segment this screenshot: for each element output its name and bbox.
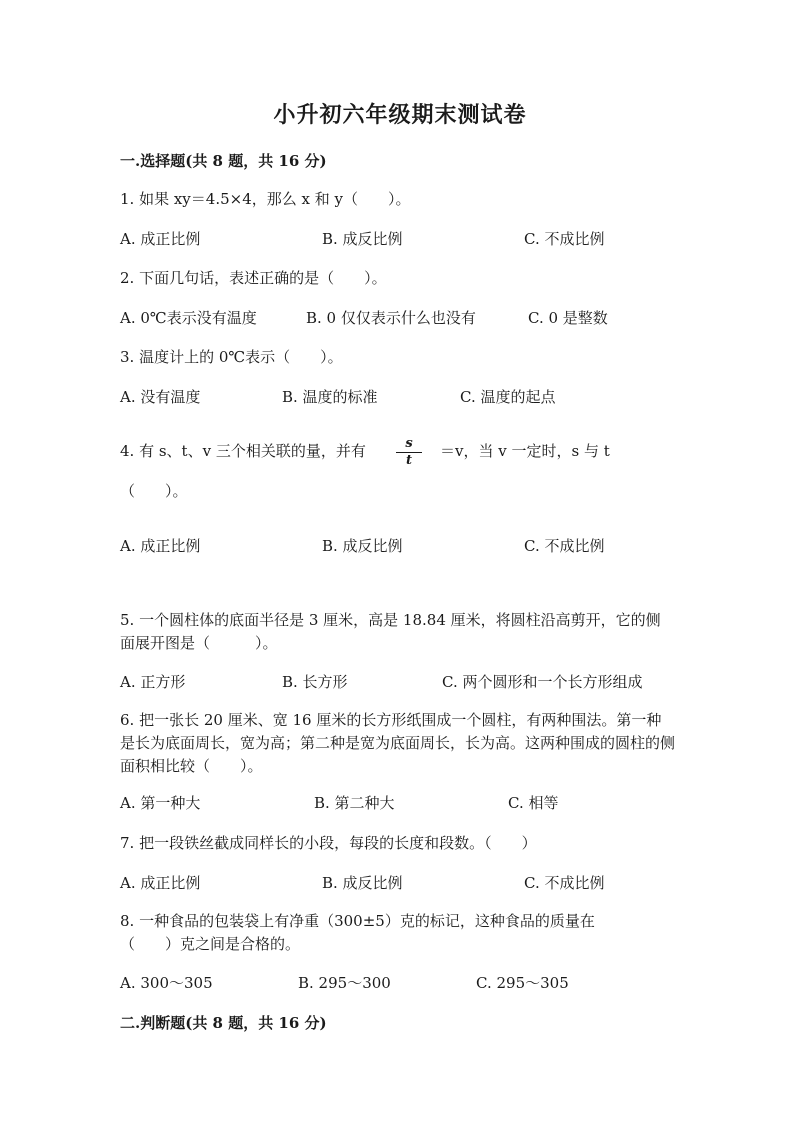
question-4-continued: ＝v，当 v 一定时，s 与 t [440,442,610,460]
option-a[interactable]: A. 正方形 [120,673,186,691]
section-heading-choice: 一.选择题(共 8 题，共 16 分) [120,152,327,170]
question-7-options [120,872,720,894]
question-4: 4. 有 s、t、v 三个相关联的量，并有 [120,442,366,460]
page-title: 小升初六年级期末测试卷 [273,102,527,128]
option-a[interactable]: A. 第一种大 [120,794,201,812]
option-a[interactable]: A. 成正比例 [120,537,201,555]
option-c[interactable]: C. 不成比例 [524,230,605,248]
question-1-options [120,228,720,250]
option-a[interactable]: A. 成正比例 [120,874,201,892]
option-c[interactable]: C. 不成比例 [524,537,605,555]
question-8-options [120,972,720,994]
option-c[interactable]: C. 不成比例 [524,874,605,892]
question-5: 5. 一个圆柱体的底面半径是 3 厘米，高是 18.84 厘米，将圆柱沿高剪开，它的侧面展开图是（ ）。 [120,611,661,652]
option-c[interactable]: C. 温度的起点 [460,388,556,406]
question-1: 1. 如果 xy＝4.5×4，那么 x 和 y（ ）。 [120,190,411,208]
fraction-numerator: s [405,436,413,451]
option-a[interactable]: A. 300～305 [120,974,213,992]
question-2: 2. 下面几句话，表述正确的是（ ）。 [120,269,387,287]
question-8: 8. 一种食品的包装袋上有净重（300±5）克的标记，这种食品的质量在（ ）克之间是合格的。 [120,912,595,953]
option-b[interactable]: B. 第二种大 [314,794,395,812]
option-b[interactable]: B. 0 仅仅表示什么也没有 [306,309,476,327]
question-4-options [120,535,720,557]
fraction-s-over-t [396,437,422,468]
question-6: 6. 把一张长 20 厘米、宽 16 厘米的长方形纸围成一个圆柱，有两种围法。第一种是长为底面周长，宽为高；第二种是宽为底面周长，长为高。这两种围成的圆柱的侧面积相比较（ ）。 [120,711,676,775]
option-a[interactable]: A. 0℃表示没有温度 [120,309,257,327]
fraction-denominator: t [396,452,422,468]
question-7: 7. 把一段铁丝截成同样长的小段，每段的长度和段数。（ ） [120,834,537,852]
question-5-options [120,671,720,693]
question-3-options [120,386,720,408]
option-b[interactable]: B. 成反比例 [322,874,403,892]
option-c[interactable]: C. 0 是整数 [528,309,608,327]
question-6-options [120,792,720,814]
option-c[interactable]: C. 295～305 [476,974,569,992]
option-b[interactable]: B. 长方形 [282,673,348,691]
option-b[interactable]: B. 成反比例 [322,537,403,555]
option-b[interactable]: B. 295～300 [298,974,391,992]
question-4-answer-blank: （ ）。 [120,482,188,500]
option-c[interactable]: C. 相等 [508,794,559,812]
option-c[interactable]: C. 两个圆形和一个长方形组成 [442,673,643,691]
question-2-options [120,307,720,329]
option-b[interactable]: B. 温度的标准 [282,388,378,406]
question-3: 3. 温度计上的 0℃表示（ ）。 [120,348,343,366]
option-a[interactable]: A. 没有温度 [120,388,201,406]
option-a[interactable]: A. 成正比例 [120,230,201,248]
option-b[interactable]: B. 成反比例 [322,230,403,248]
section-heading-judgement: 二.判断题(共 8 题，共 16 分) [120,1014,327,1032]
